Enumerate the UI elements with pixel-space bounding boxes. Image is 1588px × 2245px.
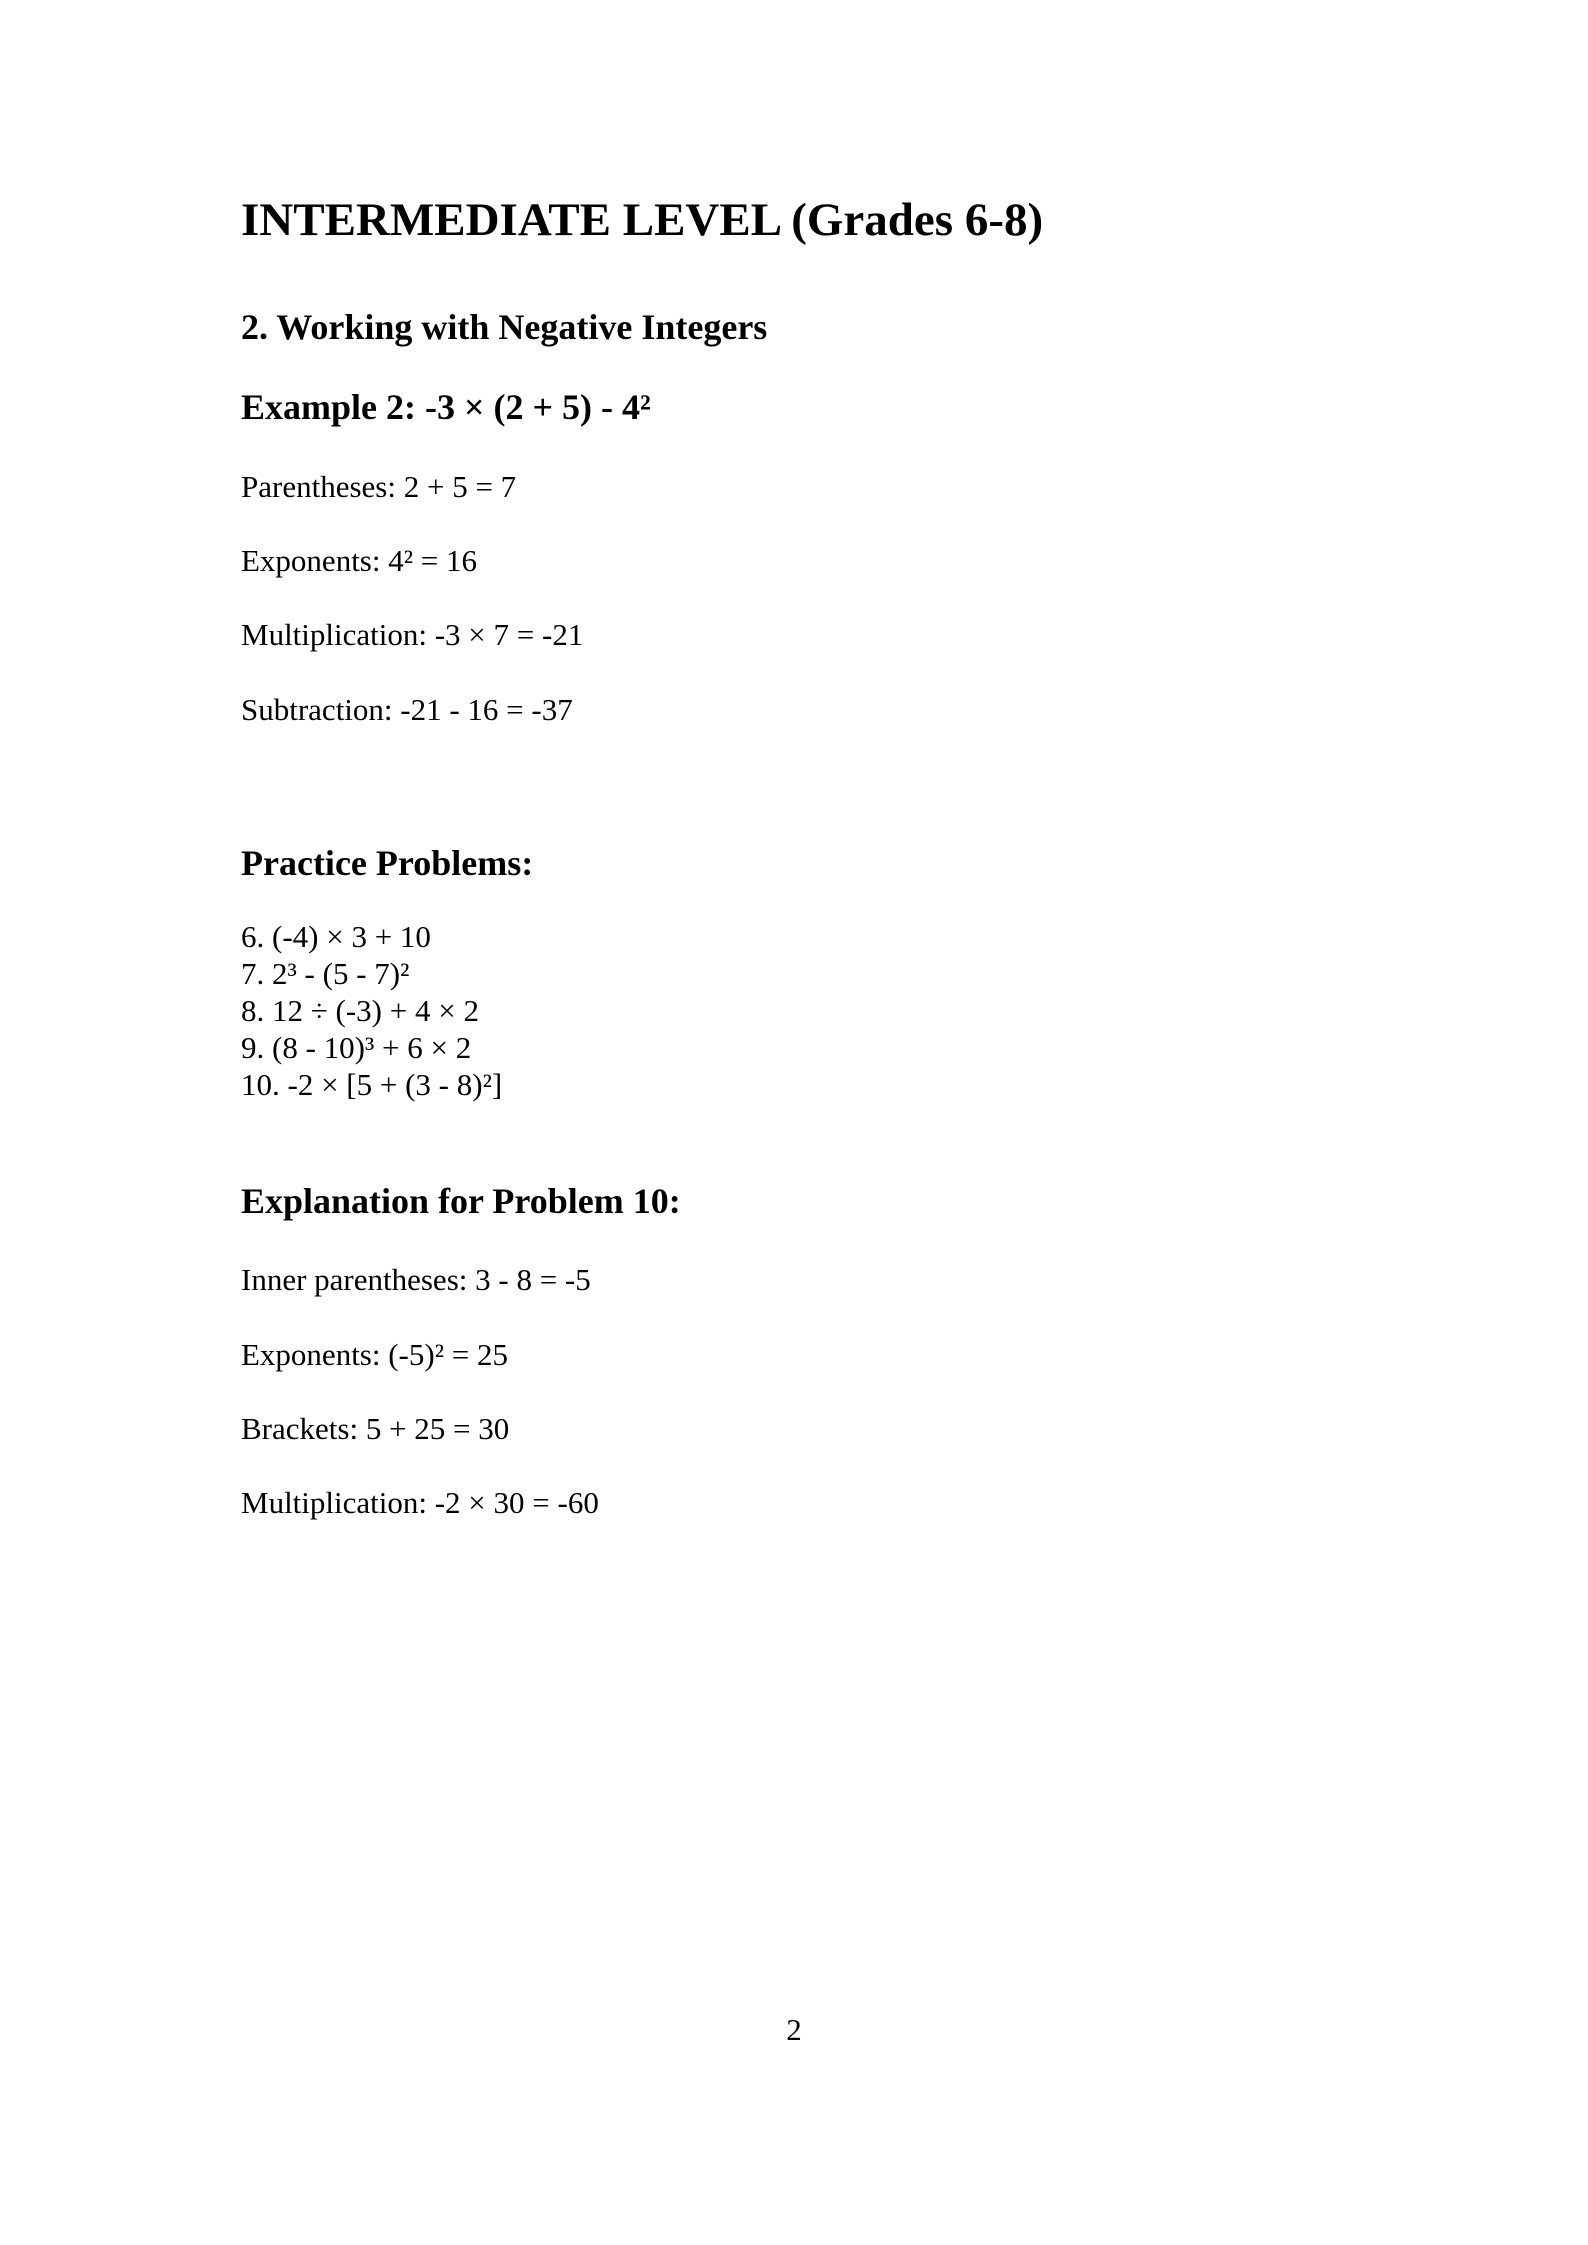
example-step: Subtraction: -21 - 16 = -37 xyxy=(241,692,573,727)
example-step: Parentheses: 2 + 5 = 7 xyxy=(241,469,517,504)
explanation-step: Exponents: (-5)² = 25 xyxy=(241,1337,508,1372)
section-heading: 2. Working with Negative Integers xyxy=(241,307,768,347)
practice-problem: 9. (8 - 10)³ + 6 × 2 xyxy=(241,1030,472,1065)
page-number: 2 xyxy=(786,2012,802,2047)
practice-problem: 10. -2 × [5 + (3 - 8)²] xyxy=(241,1067,503,1102)
practice-problem: 6. (-4) × 3 + 10 xyxy=(241,919,431,954)
practice-problem-list xyxy=(241,918,502,1103)
example-heading: Example 2: -3 × (2 + 5) - 4² xyxy=(241,387,651,427)
page-title: INTERMEDIATE LEVEL (Grades 6-8) xyxy=(241,194,1044,246)
practice-problem: 8. 12 ÷ (-3) + 4 × 2 xyxy=(241,993,479,1028)
explanation-step: Multiplication: -2 × 30 = -60 xyxy=(241,1485,599,1520)
explanation-heading: Explanation for Problem 10: xyxy=(241,1181,681,1221)
example-step: Exponents: 4² = 16 xyxy=(241,543,478,578)
explanation-step: Inner parentheses: 3 - 8 = -5 xyxy=(241,1262,591,1297)
practice-problem: 7. 2³ - (5 - 7)² xyxy=(241,956,410,991)
practice-heading: Practice Problems: xyxy=(241,843,534,883)
explanation-step: Brackets: 5 + 25 = 30 xyxy=(241,1411,510,1446)
example-step: Multiplication: -3 × 7 = -21 xyxy=(241,617,584,652)
